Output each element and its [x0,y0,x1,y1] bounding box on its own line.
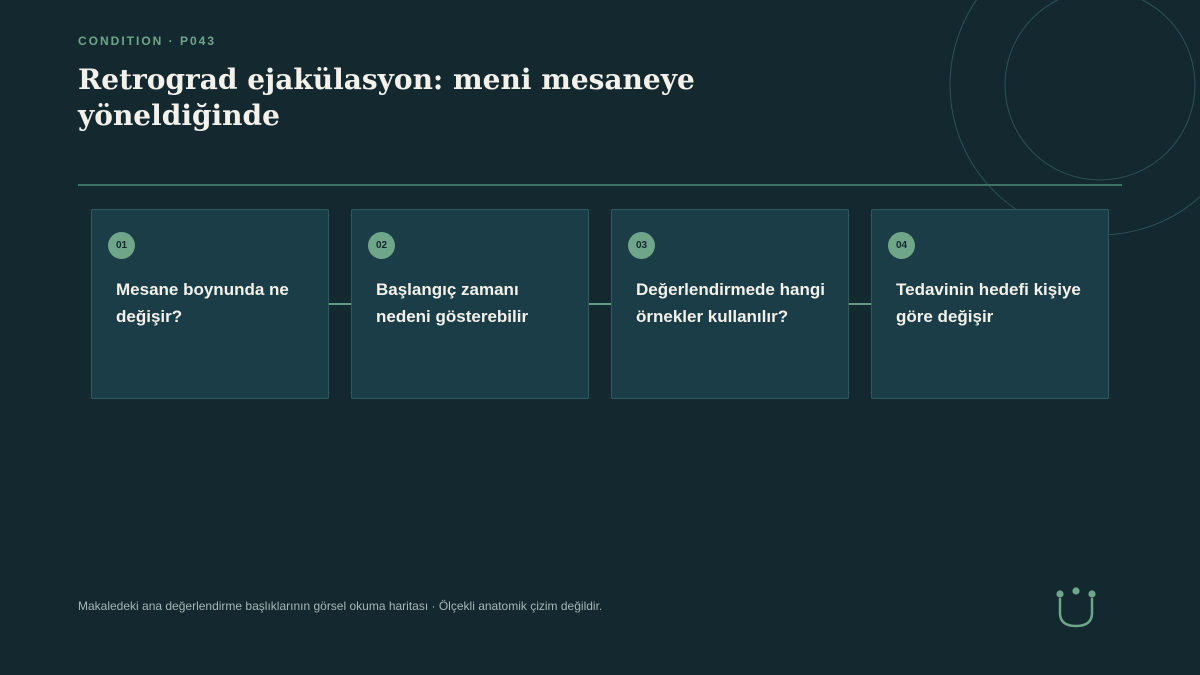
smile-logo-icon [1054,585,1100,631]
step-card-2 [351,209,589,399]
eyebrow-label: CONDITION · P043 [78,34,217,48]
step-card-3 [611,209,849,399]
step-connector [849,303,871,305]
step-label: Değerlendirmede hangi örnekler kullanılır? [636,280,825,326]
footnote: Makaledeki ana değerlendirme başlıklarının görsel okuma haritası · Ölçekli anatomik çizim değildir. [78,599,603,613]
header-divider [78,184,1122,186]
step-connector [329,303,351,305]
step-label: Başlangıç zamanı nedeni gösterebilir [376,280,529,326]
page-title: Retrograd ejakülasyon: meni mesaneye yöneldiğinde [78,63,695,132]
step-number-badge: 01 [108,232,135,259]
step-number-badge: 02 [368,232,395,259]
step-label: Tedavinin hedefi kişiye göre değişir [896,280,1081,326]
step-number-badge: 03 [628,232,655,259]
step-card-4 [871,209,1109,399]
step-number-badge: 04 [888,232,915,259]
step-label: Mesane boynunda ne değişir? [116,280,289,326]
step-connector [589,303,611,305]
step-card-1 [91,209,329,399]
